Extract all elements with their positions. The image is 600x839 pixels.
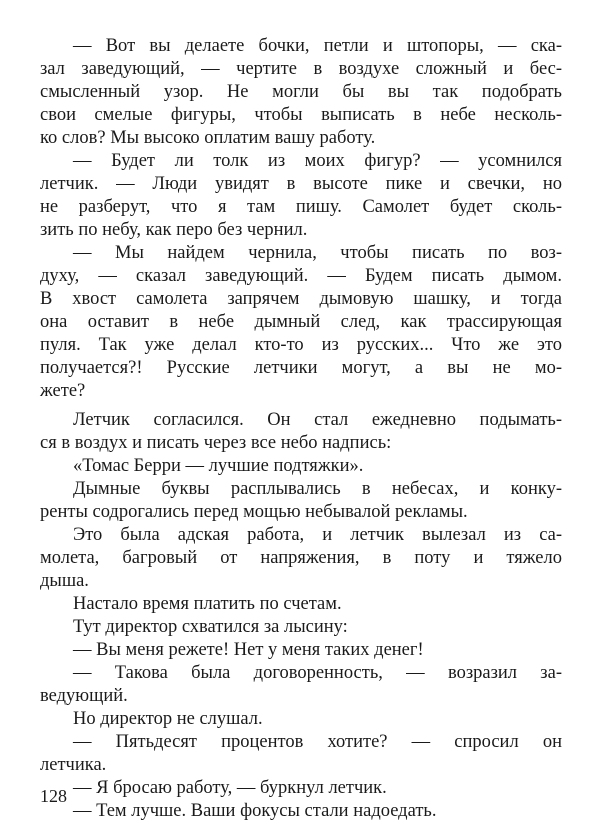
- text-line: — Будет ли толк из моих фигур? — усомнился: [73, 151, 562, 171]
- text-line: Это была адская работа, и летчик вылезал из са-: [73, 525, 562, 545]
- text-line: ведующий.: [40, 686, 128, 706]
- text-line: духу, — сказал заведующий. — Будем писать дымом.: [40, 266, 562, 286]
- text-line: жете?: [40, 381, 86, 401]
- text-line: В хвост самолета запрячем дымовую шашку, и тогда: [40, 289, 562, 309]
- text-line: получается?! Русские летчики могут, а вы не мо-: [40, 358, 562, 378]
- text-line: Летчик согласился. Он стал ежедневно подымать-: [73, 410, 562, 430]
- text-line: зить по небу, как перо без чернил.: [40, 220, 308, 240]
- page-number: 128: [40, 786, 67, 806]
- text-line: она оставит в небе дымный след, как трассирующая: [40, 312, 562, 332]
- text-line: Дымные буквы расплывались в небесах, и конку-: [73, 479, 562, 499]
- text-line: дыша.: [40, 571, 89, 591]
- text-line: «Томас Берри — лучшие подтяжки».: [73, 456, 364, 476]
- text-line: ко слов? Мы высоко оплатим вашу работу.: [40, 128, 376, 148]
- text-line: — Вы меня режете! Нет у меня таких денег!: [73, 640, 424, 660]
- text-line: ренты содрогались перед мощью небывалой рекламы.: [40, 502, 468, 522]
- text-line: летчика.: [40, 755, 107, 775]
- text-line: смысленный узор. Не могли бы вы так подобрать: [40, 82, 562, 102]
- text-line: пуля. Так уже делал кто-то из русских... Что же это: [40, 335, 562, 355]
- text-line: — Вот вы делаете бочки, петли и штопоры, — ска-: [73, 36, 562, 56]
- text-line: Но директор не слушал.: [73, 709, 263, 729]
- text-line: — Я бросаю работу, — буркнул летчик.: [73, 778, 387, 798]
- text-line: — Тем лучше. Ваши фокусы стали надоедать.: [73, 801, 437, 821]
- text-line: зал заведующий, — чертите в воздухе сложный и бес-: [40, 59, 562, 79]
- text-line: летчик. — Люди увидят в высоте пике и свечки, но: [40, 174, 562, 194]
- text-line: — Мы найдем чернила, чтобы писать по воз-: [73, 243, 562, 263]
- text-line: Настало время платить по счетам.: [73, 594, 342, 614]
- text-line: — Пятьдесят процентов хотите? — спросил он: [73, 732, 562, 752]
- text-line: молета, багровый от напряжения, в поту и тяжело: [40, 548, 562, 568]
- text-line: ся в воздух и писать через все небо надпись:: [40, 433, 392, 453]
- text-line: Тут директор схватился за лысину:: [73, 617, 348, 637]
- book-page-text: [40, 35, 562, 823]
- text-line: — Такова была договоренность, — возразил за-: [73, 663, 562, 683]
- text-line: не разберут, что я там пишу. Самолет будет сколь-: [40, 197, 562, 217]
- text-line: свои смелые фигуры, чтобы выписать в небе несколь-: [40, 105, 562, 125]
